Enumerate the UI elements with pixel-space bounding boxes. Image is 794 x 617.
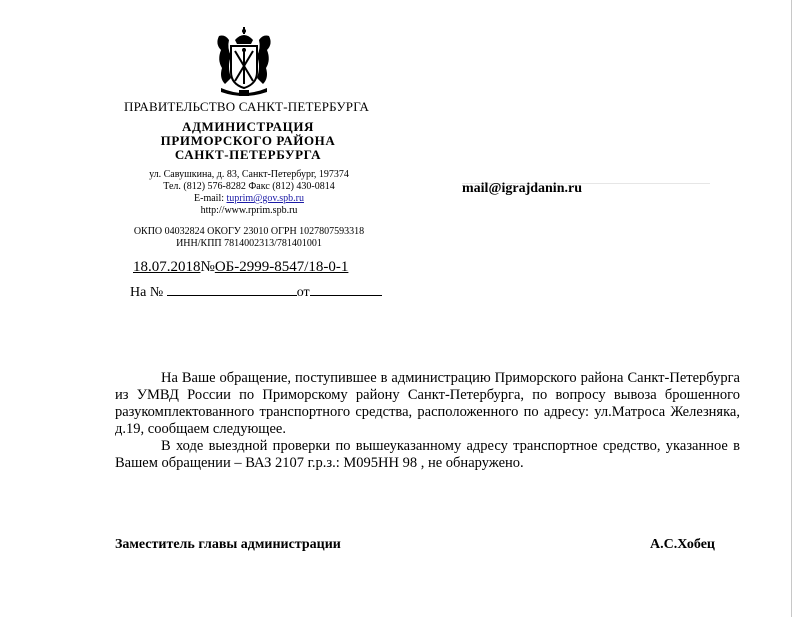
reply-number-blank <box>167 283 297 296</box>
letter-paragraph-2: В ходе выездной проверки по вышеуказанному адресу транспортное средство, указанное в Вашем обращении – ВАЗ 2107 г.р.з.: М095НН 98 , не обнаружено. <box>115 438 740 471</box>
number-sign: № <box>200 259 215 275</box>
reply-reference-line <box>130 283 382 301</box>
letter-paragraph-1: На Ваше обращение, поступившее в администрацию Приморского района Санкт-Петербурга из УМВД России по Приморскому району Санкт-Петербурга, по вопросу вывоза брошенного разукомплектованного транспортного средства, расположенного по адресу: ул.Матроса Железняка, д.19, сообщаем следующее. <box>115 370 740 437</box>
email-link[interactable]: tuprim@gov.spb.ru <box>226 193 304 204</box>
website-link[interactable]: http://www.rprim.spb.ru <box>200 205 298 216</box>
signer-title: Заместитель главы администрации <box>115 537 341 552</box>
administration-line-3: САНКТ-ПЕТЕРБУРГА <box>174 147 322 162</box>
registration-date: 18.07.2018 <box>133 259 201 275</box>
registration-number: ОБ-2999-8547/18-0-1 <box>214 259 349 275</box>
codes-line-1: ОКПО 04032824 ОКОГУ 23010 ОГРН 1027807593318 <box>133 226 365 237</box>
signer-name: А.С.Хобец <box>650 537 715 552</box>
reply-date-blank <box>310 283 382 296</box>
administration-line-1: АДМИНИСТРАЦИЯ <box>181 119 315 134</box>
page-edge <box>791 0 792 617</box>
recipient-email: mail@igrajdanin.ru <box>462 181 582 196</box>
email-line <box>100 193 398 204</box>
codes-line-2: ИНН/КПП 7814002313/781401001 <box>176 238 322 249</box>
letter-body <box>115 370 740 472</box>
phone-fax-line: Тел. (812) 576-8282 Факс (812) 430-0814 <box>163 181 335 192</box>
coat-of-arms-emblem <box>213 26 275 98</box>
address-line: ул. Савушкина, д. 83, Санкт-Петербург, 197374 <box>149 169 349 180</box>
email-label: E-mail: <box>194 193 227 204</box>
administration-line-2: ПРИМОРСКОГО РАЙОНА <box>160 133 336 148</box>
reply-to-label: На № <box>130 285 164 300</box>
registration-line <box>133 259 348 276</box>
from-label: от <box>296 285 310 300</box>
government-title: ПРАВИТЕЛЬСТВО САНКТ-ПЕТЕРБУРГА <box>124 99 370 114</box>
